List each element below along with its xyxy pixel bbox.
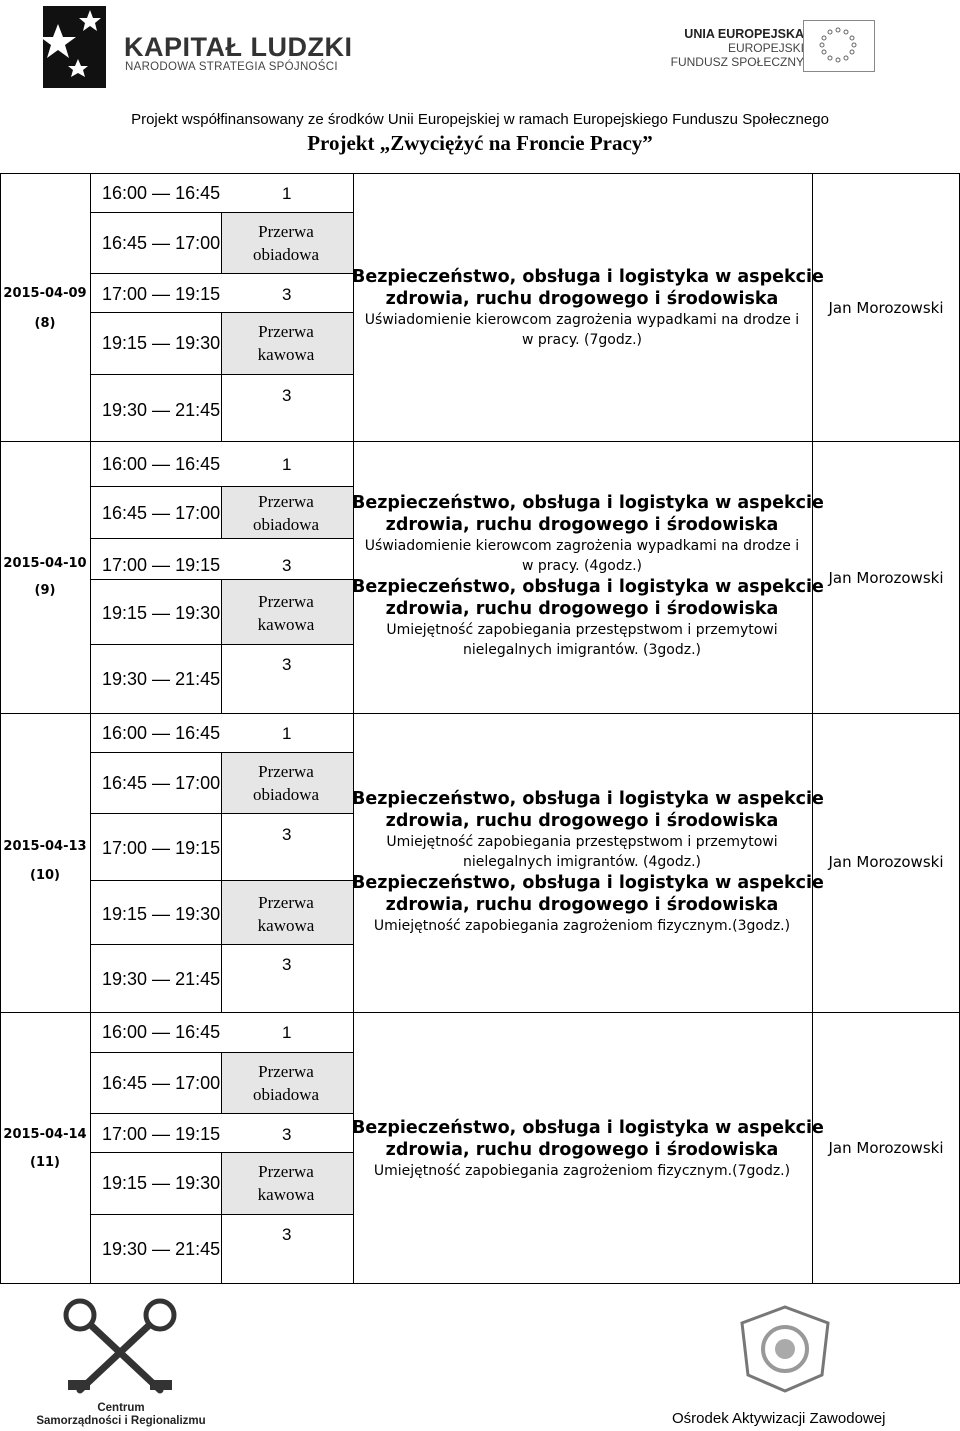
break-type: kawowa bbox=[257, 615, 315, 634]
coffee-break bbox=[221, 891, 351, 937]
time-end: 21:45 bbox=[175, 400, 221, 420]
date-label: 2015-04-14 bbox=[3, 1127, 87, 1142]
row-cell bbox=[221, 374, 354, 442]
time-end: 16:45 bbox=[175, 454, 221, 474]
tutor-name: Jan Morozowski bbox=[828, 569, 944, 587]
time-end: 19:30 bbox=[175, 1173, 221, 1193]
time-range: 19:30 — 21:45 bbox=[102, 400, 221, 420]
break-type: obiadowa bbox=[252, 785, 320, 804]
topic-title: Bezpieczeństwo, obsługa i logistyka w aspekcie bbox=[352, 267, 824, 287]
tutor-name: Jan Morozowski bbox=[828, 299, 944, 317]
csr-crossed-keys-logo bbox=[60, 1295, 180, 1400]
break-label: Przerwa bbox=[258, 592, 314, 611]
time-start: 19:15 bbox=[102, 904, 148, 924]
lunch-break bbox=[221, 220, 351, 266]
break-type: kawowa bbox=[257, 345, 315, 364]
time-start: 19:15 bbox=[102, 1173, 148, 1193]
time-start: 19:30 bbox=[102, 1239, 148, 1259]
break-label: Przerwa bbox=[258, 322, 314, 341]
time-start: 19:30 bbox=[102, 669, 148, 689]
topic-title: Bezpieczeństwo, obsługa i logistyka w aspekcie bbox=[352, 1118, 824, 1138]
topic-block bbox=[352, 788, 824, 936]
break-type: obiadowa bbox=[252, 245, 320, 264]
topic-description: Umiejętność zapobiegania przestępstwom i przemytowi bbox=[386, 622, 778, 638]
topic-description: Umiejętność zapobiegania zagrożeniom fizycznym.(7godz.) bbox=[373, 1163, 791, 1179]
break-type: kawowa bbox=[257, 916, 315, 935]
time-start: 17:00 bbox=[102, 838, 148, 858]
time-start: 16:00 bbox=[102, 723, 148, 743]
time-start: 16:00 bbox=[102, 183, 148, 203]
topic-description: Umiejętność zapobiegania przestępstwom i przemytowi bbox=[386, 834, 778, 850]
topic-title: zdrowia, ruchu drogowego i środowiska bbox=[385, 599, 779, 619]
eu-line1: UNIA EUROPEJSKA bbox=[684, 27, 804, 41]
topic-block bbox=[352, 492, 824, 660]
coffee-break bbox=[221, 590, 351, 636]
csr-line1: Centrum bbox=[97, 1402, 145, 1414]
day-number: (9) bbox=[34, 583, 56, 598]
oaz-name: Ośrodek Aktywizacji Zawodowej bbox=[672, 1410, 886, 1427]
hours-count: 1 bbox=[282, 1023, 292, 1042]
lunch-break bbox=[221, 490, 351, 536]
time-start: 17:00 bbox=[102, 555, 148, 575]
row-cell bbox=[221, 813, 354, 881]
time-range: 16:45 — 17:00 bbox=[102, 503, 221, 523]
topic-description: w pracy. (4godz.) bbox=[522, 558, 642, 574]
time-end: 21:45 bbox=[175, 1239, 221, 1259]
time-start: 16:45 bbox=[102, 503, 148, 523]
csr-line2: Samorządności i Regionalizmu bbox=[36, 1415, 206, 1427]
csr-name bbox=[36, 1402, 206, 1428]
eu-line2: EUROPEJSKI bbox=[727, 41, 804, 55]
hours-count: 3 bbox=[282, 386, 292, 405]
tutor-name: Jan Morozowski bbox=[828, 1139, 944, 1157]
hours-count: 3 bbox=[282, 1125, 292, 1144]
topic-title: zdrowia, ruchu drogowego i środowiska bbox=[385, 811, 779, 831]
topic-description: nielegalnych imigrantów. (3godz.) bbox=[462, 642, 701, 658]
time-range: 19:30 — 21:45 bbox=[102, 669, 221, 689]
topic-title: Bezpieczeństwo, obsługa i logistyka w aspekcie bbox=[352, 873, 824, 893]
time-start: 16:00 bbox=[102, 1022, 148, 1042]
topic-description: nielegalnych imigrantów. (4godz.) bbox=[462, 854, 701, 870]
topic-title: Bezpieczeństwo, obsługa i logistyka w aspekcie bbox=[352, 789, 824, 809]
coffee-break bbox=[221, 1160, 351, 1206]
coffee-break bbox=[221, 320, 351, 366]
time-end: 21:45 bbox=[175, 969, 221, 989]
time-end: 19:30 bbox=[175, 333, 221, 353]
time-start: 19:15 bbox=[102, 603, 148, 623]
topic-title: Bezpieczeństwo, obsługa i logistyka w aspekcie bbox=[352, 493, 824, 513]
topic-title: zdrowia, ruchu drogowego i środowiska bbox=[385, 895, 779, 915]
time-range: 16:45 — 17:00 bbox=[102, 773, 221, 793]
kl-subtitle: NARODOWA STRATEGIA SPÓJNOŚCI bbox=[125, 61, 338, 73]
time-range: 17:00 — 19:15 bbox=[102, 284, 221, 304]
time-start: 19:30 bbox=[102, 969, 148, 989]
time-start: 17:00 bbox=[102, 284, 148, 304]
topic-title: Bezpieczeństwo, obsługa i logistyka w aspekcie bbox=[352, 577, 824, 597]
topic-block bbox=[352, 266, 824, 350]
topic-description: Uświadomienie kierowcom zagrożenia wypadkami na drodze i bbox=[364, 312, 800, 328]
date-cell bbox=[0, 1012, 91, 1284]
time-end: 19:15 bbox=[175, 1124, 221, 1144]
topic-title: zdrowia, ruchu drogowego i środowiska bbox=[385, 289, 779, 309]
hours-count: 3 bbox=[282, 285, 292, 304]
time-end: 21:45 bbox=[175, 669, 221, 689]
date-label: 2015-04-13 bbox=[3, 839, 87, 854]
date-label: 2015-04-09 bbox=[3, 286, 87, 301]
hours-count: 3 bbox=[282, 556, 292, 575]
time-range: 19:30 — 21:45 bbox=[102, 969, 221, 989]
time-range: 17:00 — 19:15 bbox=[102, 555, 221, 575]
break-type: obiadowa bbox=[252, 515, 320, 534]
time-range: 16:00 — 16:45 bbox=[102, 183, 221, 203]
day-number: (10) bbox=[30, 868, 60, 883]
hours-count: 3 bbox=[282, 955, 292, 974]
date-label: 2015-04-10 bbox=[3, 556, 87, 571]
break-label: Przerwa bbox=[258, 492, 314, 511]
project-title: Projekt „Zwyciężyć na Froncie Pracy” bbox=[307, 131, 653, 155]
time-start: 19:30 bbox=[102, 400, 148, 420]
topic-description: w pracy. (7godz.) bbox=[522, 332, 642, 348]
day-number: (8) bbox=[34, 316, 56, 331]
time-range: 16:45 — 17:00 bbox=[102, 1073, 221, 1093]
break-label: Przerwa bbox=[258, 222, 314, 241]
topic-description: Uświadomienie kierowcom zagrożenia wypadkami na drodze i bbox=[364, 538, 800, 554]
time-range: 16:45 — 17:00 bbox=[102, 233, 221, 253]
topic-title: zdrowia, ruchu drogowego i środowiska bbox=[385, 515, 779, 535]
kl-title: KAPITAŁ LUDZKI bbox=[124, 32, 353, 62]
hours-count: 3 bbox=[282, 1225, 292, 1244]
time-start: 16:45 bbox=[102, 1073, 148, 1093]
tutor-name: Jan Morozowski bbox=[828, 853, 944, 871]
time-start: 17:00 bbox=[102, 1124, 148, 1144]
time-end: 17:00 bbox=[175, 1073, 221, 1093]
break-label: Przerwa bbox=[258, 1162, 314, 1181]
hours-count: 1 bbox=[282, 455, 292, 474]
topic-description: Umiejętność zapobiegania zagrożeniom fizycznym.(3godz.) bbox=[373, 918, 791, 934]
cofinance-text: Projekt współfinansowany ze środków Unii Europejskiej w ramach Europejskiego Funduszu Społecznego bbox=[131, 111, 829, 128]
time-start: 16:45 bbox=[102, 233, 148, 253]
hours-count: 1 bbox=[282, 184, 292, 203]
break-label: Przerwa bbox=[258, 1062, 314, 1081]
time-end: 16:45 bbox=[175, 723, 221, 743]
time-range: 16:00 — 16:45 bbox=[102, 1022, 221, 1042]
break-type: obiadowa bbox=[252, 1085, 320, 1104]
time-range: 19:15 — 19:30 bbox=[102, 1173, 221, 1193]
break-label: Przerwa bbox=[258, 762, 314, 781]
time-end: 19:30 bbox=[175, 904, 221, 924]
time-range: 17:00 — 19:15 bbox=[102, 1124, 221, 1144]
hours-count: 3 bbox=[282, 655, 292, 674]
topic-block bbox=[352, 1117, 824, 1181]
time-start: 16:45 bbox=[102, 773, 148, 793]
date-cell bbox=[0, 713, 91, 1013]
eu-line3: FUNDUSZ SPOŁECZNY bbox=[670, 55, 804, 69]
date-cell bbox=[0, 173, 91, 442]
time-end: 19:15 bbox=[175, 555, 221, 575]
time-end: 16:45 bbox=[175, 183, 221, 203]
break-label: Przerwa bbox=[258, 893, 314, 912]
time-end: 19:30 bbox=[175, 603, 221, 623]
time-start: 16:00 bbox=[102, 454, 148, 474]
time-end: 17:00 bbox=[175, 233, 221, 253]
topic-title: zdrowia, ruchu drogowego i środowiska bbox=[385, 1140, 779, 1160]
time-start: 19:15 bbox=[102, 333, 148, 353]
lunch-break bbox=[221, 760, 351, 806]
time-end: 17:00 bbox=[175, 503, 221, 523]
time-end: 17:00 bbox=[175, 773, 221, 793]
break-type: kawowa bbox=[257, 1185, 315, 1204]
day-number: (11) bbox=[30, 1155, 60, 1170]
hours-count: 1 bbox=[282, 724, 292, 743]
oaz-logo bbox=[738, 1305, 832, 1393]
hours-count: 3 bbox=[282, 825, 292, 844]
time-range: 19:15 — 19:30 bbox=[102, 333, 221, 353]
time-end: 16:45 bbox=[175, 1022, 221, 1042]
time-end: 19:15 bbox=[175, 284, 221, 304]
time-range: 16:00 — 16:45 bbox=[102, 454, 221, 474]
time-range: 19:15 — 19:30 bbox=[102, 904, 221, 924]
time-end: 19:15 bbox=[175, 838, 221, 858]
time-range: 19:15 — 19:30 bbox=[102, 603, 221, 623]
time-range: 16:00 — 16:45 bbox=[102, 723, 221, 743]
time-range: 19:30 — 21:45 bbox=[102, 1239, 221, 1259]
lunch-break bbox=[221, 1060, 351, 1106]
time-range: 17:00 — 19:15 bbox=[102, 838, 221, 858]
date-cell bbox=[0, 441, 91, 714]
